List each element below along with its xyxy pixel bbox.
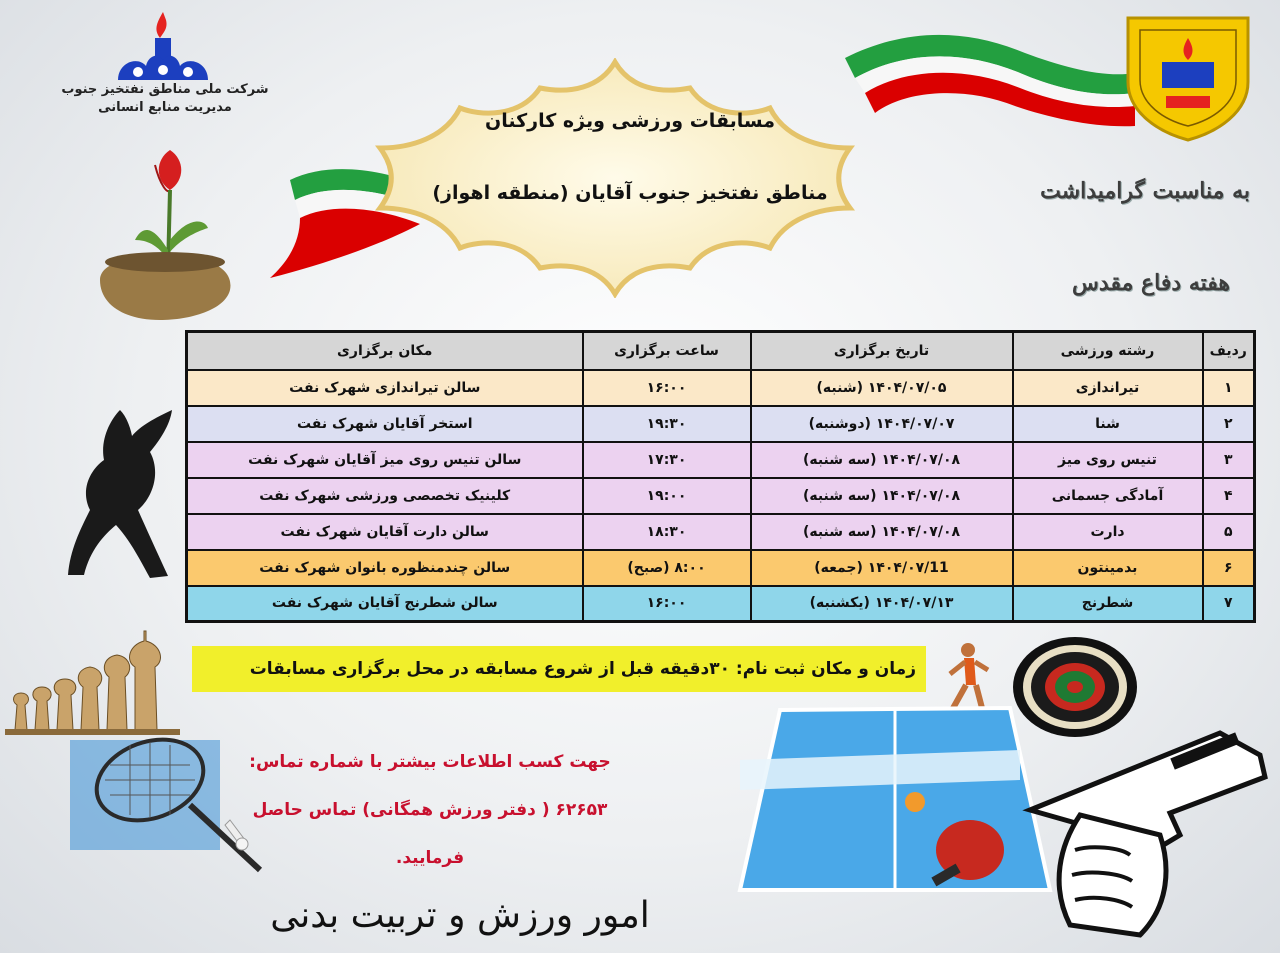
row-venue: سالن تنیس روی میز آقایان شهرک نفت [187, 442, 583, 478]
row-date: ۱۴۰۴/۰۷/11 (جمعه) [751, 550, 1013, 586]
row-time: ۱۸:۳۰ [583, 514, 751, 550]
row-index: ۲ [1203, 406, 1255, 442]
header-time: ساعت برگزاری [583, 332, 751, 370]
table-row [187, 514, 1255, 550]
table-row [187, 550, 1255, 586]
row-sport: تنیس روی میز [1013, 442, 1203, 478]
footer-department: امور ورزش و تربیت بدنی [270, 895, 650, 936]
row-index: ۵ [1203, 514, 1255, 550]
row-sport: شنا [1013, 406, 1203, 442]
row-sport: بدمینتون [1013, 550, 1203, 586]
schedule-table [185, 330, 1256, 623]
svg-text:☫: ☫ [975, 75, 990, 94]
occasion-text: به مناسبت گرامیداشت [1040, 178, 1250, 204]
table-header-row [187, 332, 1255, 370]
table-row [187, 442, 1255, 478]
row-date: ۱۴۰۴/۰۷/۰۵ (شنبه) [751, 370, 1013, 406]
row-date: ۱۴۰۴/۰۷/۰۸ (سه شنبه) [751, 442, 1013, 478]
row-date: ۱۴۰۴/۰۷/۰۸ (سه شنبه) [751, 478, 1013, 514]
pistol-icon [1020, 715, 1270, 945]
row-time: ۱۹:۰۰ [583, 478, 751, 514]
contact-info [240, 738, 620, 882]
title-line-2: مناطق نفتخیز جنوب آقایان (منطقه اهواز) [432, 182, 828, 204]
table-row [187, 370, 1255, 406]
tulip-icon [60, 140, 260, 330]
week-name-text: هفته دفاع مقدس [1072, 270, 1230, 296]
row-index: ۴ [1203, 478, 1255, 514]
row-index: ۶ [1203, 550, 1255, 586]
company-emblem-icon [1122, 12, 1254, 142]
row-date: ۱۴۰۴/۰۷/۰۸ (سه شنبه) [751, 514, 1013, 550]
row-sport: تیراندازی [1013, 370, 1203, 406]
row-date: ۱۴۰۴/۰۷/۰۷ (دوشنبه) [751, 406, 1013, 442]
registration-banner: زمان و مکان ثبت نام: ۳۰دقیقه قبل از شروع مسابقه در محل برگزاری مسابقات [192, 646, 926, 692]
row-venue: سالن تیراندازی شهرک نفت [187, 370, 583, 406]
row-venue: کلینیک تخصصی ورزشی شهرک نفت [187, 478, 583, 514]
oil-flame-logo-icon [108, 10, 218, 88]
row-date: ۱۴۰۴/۰۷/۱۳ (یکشنبه) [751, 586, 1013, 622]
row-index: ۱ [1203, 370, 1255, 406]
table-tennis-icon [720, 700, 1060, 895]
row-time: ۱۷:۳۰ [583, 442, 751, 478]
row-time: ۱۶:۰۰ [583, 370, 751, 406]
table-row [187, 586, 1255, 622]
fighter-icon [60, 400, 180, 580]
table-row [187, 406, 1255, 442]
row-time: ۸:۰۰ (صبح) [583, 550, 751, 586]
contact-line-2: ۶۲۶۵۳ ( دفتر ورزش همگانی) تماس حاصل [252, 800, 608, 820]
header-date: تاریخ برگزاری [751, 332, 1013, 370]
row-sport: شطرنج [1013, 586, 1203, 622]
table-row [187, 478, 1255, 514]
row-index: ۳ [1203, 442, 1255, 478]
contact-line-1: جهت کسب اطلاعات بیشتر با شماره تماس: [249, 752, 611, 772]
row-sport: دارت [1013, 514, 1203, 550]
title-line-1: مسابقات ورزشی ویژه کارکنان [485, 110, 775, 132]
company-name: شرکت ملی مناطق نفتخیز جنوب [61, 82, 269, 97]
row-venue: سالن چندمنظوره بانوان شهرک نفت [187, 550, 583, 586]
header-venue: مکان برگزاری [187, 332, 583, 370]
row-time: ۱۹:۳۰ [583, 406, 751, 442]
row-time: ۱۶:۰۰ [583, 586, 751, 622]
row-sport: آمادگی جسمانی [1013, 478, 1203, 514]
header-sport: رشته ورزشی [1013, 332, 1203, 370]
header-index: ردیف [1203, 332, 1255, 370]
company-department: مدیریت منابع انسانی [98, 100, 232, 115]
row-venue: سالن دارت آقایان شهرک نفت [187, 514, 583, 550]
badminton-racket-icon [70, 720, 280, 890]
title-cartouche [330, 58, 900, 298]
contact-line-3: فرمایید. [395, 848, 465, 868]
row-index: ۷ [1203, 586, 1255, 622]
row-venue: استخر آقایان شهرک نفت [187, 406, 583, 442]
row-venue: سالن شطرنج آقایان شهرک نفت [187, 586, 583, 622]
